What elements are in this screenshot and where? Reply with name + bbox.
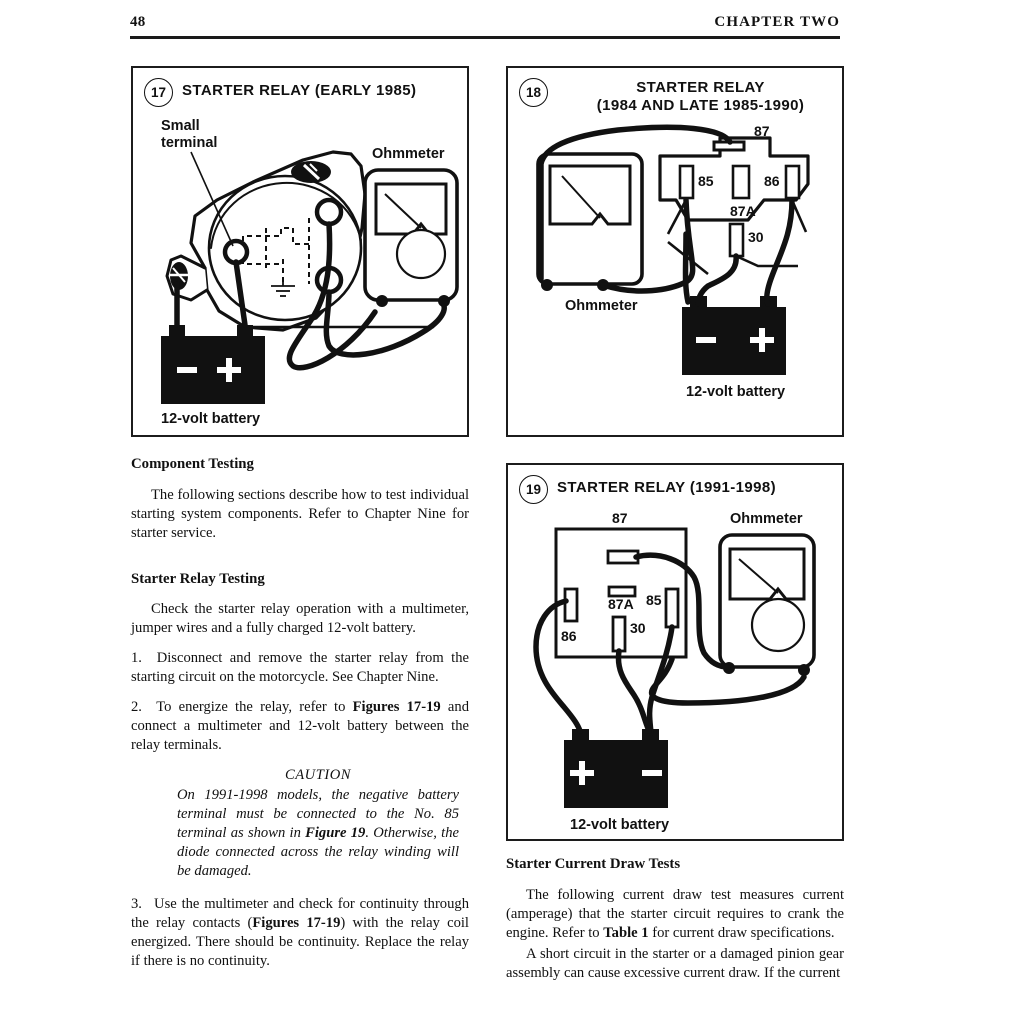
terminal-87a-blade xyxy=(733,166,749,198)
wire-86-to-battery-pos xyxy=(767,200,792,304)
step-2-text-b: and connect a multimeter and 12-volt battery between the relay terminals. xyxy=(131,699,469,754)
terminal-87a-label-19: 87A xyxy=(608,596,634,612)
ohmmeter-device xyxy=(365,170,457,307)
figure-19-header xyxy=(508,465,853,504)
terminal-87-label-19: 87 xyxy=(612,510,628,526)
caution-text-b: . Otherwise, the diode connected across the relay winding will be damaged. xyxy=(177,825,459,879)
ohmmeter-device-19 xyxy=(720,535,814,676)
step-2 xyxy=(131,698,469,755)
battery-label-17: 12-volt battery xyxy=(161,411,261,427)
ohmmeter-label-18: Ohmmeter xyxy=(565,298,638,314)
figure-19-diagram xyxy=(508,507,842,842)
terminal-86-label-19: 86 xyxy=(561,628,577,644)
small-terminal-label-line2: terminal xyxy=(161,135,218,151)
figure-17-title: STARTER RELAY (EARLY 1985) xyxy=(182,82,417,99)
paragraph-short-circuit: A short circuit in the starter or a damaged pinion gear assembly can cause excessive current draw. If the current xyxy=(506,946,844,982)
terminal-30-blade xyxy=(730,224,743,256)
terminal-30-label: 30 xyxy=(748,229,764,245)
caution-title: CAUTION xyxy=(285,767,351,784)
terminal-30-label-19: 30 xyxy=(630,620,646,636)
battery-17 xyxy=(161,325,265,404)
terminal-86-blade xyxy=(786,166,799,198)
paragraph-check-relay: Check the starter relay operation with a multimeter, jumper wires and a fully charged 12-volt battery. xyxy=(131,601,469,637)
heading-starter-relay-testing: Starter Relay Testing xyxy=(131,571,265,588)
figure-18 xyxy=(506,66,844,437)
header-rule xyxy=(130,36,840,39)
figure-17-header xyxy=(133,68,478,107)
battery-19 xyxy=(564,729,668,808)
terminal-85-blade xyxy=(680,166,693,198)
terminal-30-blade-19 xyxy=(613,617,625,651)
figure-17-diagram xyxy=(133,108,467,438)
terminal-87a-blade-19 xyxy=(609,587,635,596)
ohmmeter-label-17: Ohmmeter xyxy=(372,146,445,162)
ohmmeter-probe-left xyxy=(376,295,388,307)
terminal-86-blade-19 xyxy=(565,589,577,621)
terminal-87-label: 87 xyxy=(754,124,770,139)
battery-label-19: 12-volt battery xyxy=(570,817,670,833)
step-3 xyxy=(131,895,469,971)
wire-30-to-battery xyxy=(618,651,649,731)
figure-18-title-line2: (1984 AND LATE 1985-1990) xyxy=(596,97,805,115)
current-draw-text-a: The following current draw test measures current (amperage) that the starter circuit requires to crank the engine. Refer to xyxy=(506,887,844,942)
small-terminal-label-line1: Small xyxy=(161,118,200,134)
step-2-figure-reference: Figures 17-19 xyxy=(352,699,441,716)
heading-starter-current-draw-tests: Starter Current Draw Tests xyxy=(506,856,681,872)
caution-block xyxy=(131,766,469,881)
top-screw-terminal xyxy=(291,161,331,183)
heading-component-testing: Component Testing xyxy=(131,456,254,472)
figure-18-number: 18 xyxy=(519,78,548,107)
terminal-85-blade-19 xyxy=(666,589,678,627)
step-3-figure-reference: Figures 17-19 xyxy=(252,914,341,931)
caution-figure-reference: Figure 19 xyxy=(305,825,366,842)
figure-17-number: 17 xyxy=(144,78,173,107)
left-text-column xyxy=(131,455,469,982)
step-1: 1. Disconnect and remove the starter relay from the starting circuit on the motorcycle. See Chapter Nine. xyxy=(131,650,469,686)
ohmmeter-label-19: Ohmmeter xyxy=(730,511,803,527)
ohmmeter-probe-right-19 xyxy=(798,664,810,676)
figure-18-title-line1: STARTER RELAY xyxy=(636,79,765,96)
battery-18 xyxy=(682,296,786,375)
caution-text-a: On 1991-1998 models, the negative battery terminal must be connected to the No. 85 terminal as shown in xyxy=(177,787,459,842)
step-2-text-a: 2. To energize the relay, refer to xyxy=(131,699,353,716)
step-3-text-a: 3. Use the multimeter and check for continuity through the relay contacts ( xyxy=(131,895,469,931)
page-number: 48 xyxy=(130,14,146,30)
paragraph-current-draw xyxy=(506,886,844,943)
step-3-text-b: ) with the relay coil energized. There should be continuity. Replace the relay if there is no continuity. xyxy=(131,914,469,969)
figure-19-title: STARTER RELAY (1991-1998) xyxy=(557,479,776,496)
figure-18-header xyxy=(508,68,853,116)
running-head xyxy=(130,14,840,31)
terminal-86-label: 86 xyxy=(764,173,780,189)
figure-19 xyxy=(506,463,844,841)
upper-terminal-post xyxy=(317,200,341,224)
terminal-85-label: 85 xyxy=(698,173,714,189)
figure-18-diagram xyxy=(508,124,842,439)
figure-19-number: 19 xyxy=(519,475,548,504)
terminal-85-label-19: 85 xyxy=(646,592,662,608)
right-text-column xyxy=(506,855,844,994)
ohmmeter-device-18 xyxy=(538,154,642,291)
chapter-title: CHAPTER TWO xyxy=(714,14,840,30)
wire-85-to-battery-neg xyxy=(686,234,689,302)
table-reference: Table 1 xyxy=(603,925,649,942)
terminal-87a-label: 87A xyxy=(730,203,756,219)
battery-label-18: 12-volt battery xyxy=(686,384,786,400)
paragraph-intro: The following sections describe how to test individual starting system components. Refer to Chapter Nine for starter service. xyxy=(131,487,469,542)
figure-17 xyxy=(131,66,469,437)
current-draw-text-b: for current draw specifications. xyxy=(648,925,835,942)
caution-body xyxy=(177,786,459,881)
